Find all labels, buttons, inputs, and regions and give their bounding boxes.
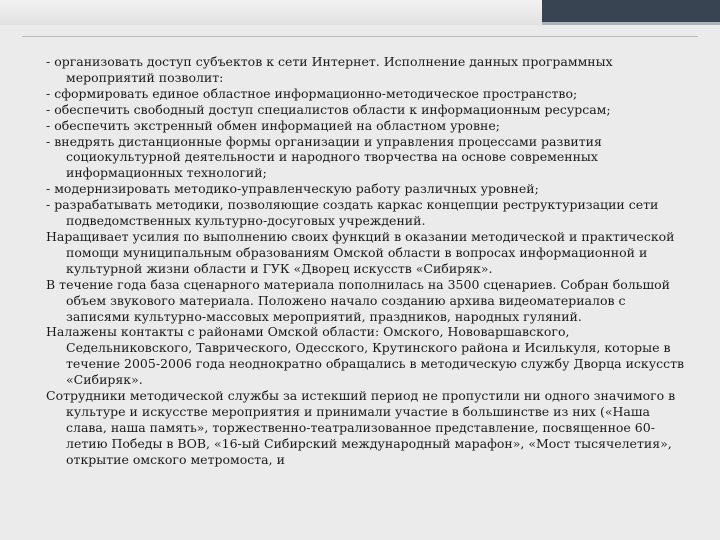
paragraph-free-access: - обеспечить свободный доступ специалистов области к информационным ресурсам; <box>46 101 611 117</box>
paragraph-efforts: Наращивает усилия по выполнению своих функций в оказании методической и практической помощи муниципальным образованиям Омской области в вопросах информационной и культурной жизни области и ГУК «Дворец искусств «Сибиряк». <box>46 228 675 276</box>
slide-header-band <box>0 0 720 36</box>
paragraph-access-internet: - организовать доступ субъектов к сети Интернет. Исполнение данных программных мероприятий позволит: <box>46 54 613 85</box>
paragraph-contacts: Налажены контакты с районами Омской области: Омского, Нововаршавского, Седельниковского, Таврического, Одесского, Крутинского района и Исилькуля, которые в течение 2005-2006 года неоднократно обращались в методическую службу Дворца искусств «Сибиряк». <box>46 324 685 388</box>
paragraph-methods: - разрабатывать методики, позволяющие создать каркас концепции реструктуризации сети подведомственных культурно-досуговых учреждений. <box>46 197 659 229</box>
paragraph-scenarios: В течение года база сценарного материала пополнилась на 3500 сценариев. Собран большой объем звукового материала. Положено начало созданию архива видеоматериалов с записями культурно-массовых мероприятий, праздников, народных гуляний. <box>46 276 670 324</box>
paragraph-form-space: - сформировать единое областное информационно-методическое пространство; <box>46 85 578 101</box>
slide-body-text <box>46 54 692 468</box>
header-dark-block <box>542 0 720 22</box>
paragraph-distance-forms: - внедрять дистанционные формы организации и управления процессами развития социокультурной деятельности и народного творчества на основе современных информационных технологий; <box>46 133 602 181</box>
header-accent-line <box>542 22 720 25</box>
header-light-strip <box>0 0 542 25</box>
paragraph-staff-events: Сотрудники методической службы за истекший период не пропустили ни одного значимого в культуре и искусстве мероприятия и принимали участие в большинстве из них («Наша слава, наша память», торжественно-театрализованное представление, посвященное 60-летию Победы в ВОВ, «16-ый Сибирский международный марафон», «Мост тысячелетия», открытие омского метромоста, и <box>46 388 676 467</box>
header-separator <box>22 36 698 37</box>
paragraph-exchange: - обеспечить экстренный обмен информацией на областном уровне; <box>46 117 500 133</box>
paragraph-modernize: - модернизировать методико-управленческую работу различных уровней; <box>46 181 539 197</box>
